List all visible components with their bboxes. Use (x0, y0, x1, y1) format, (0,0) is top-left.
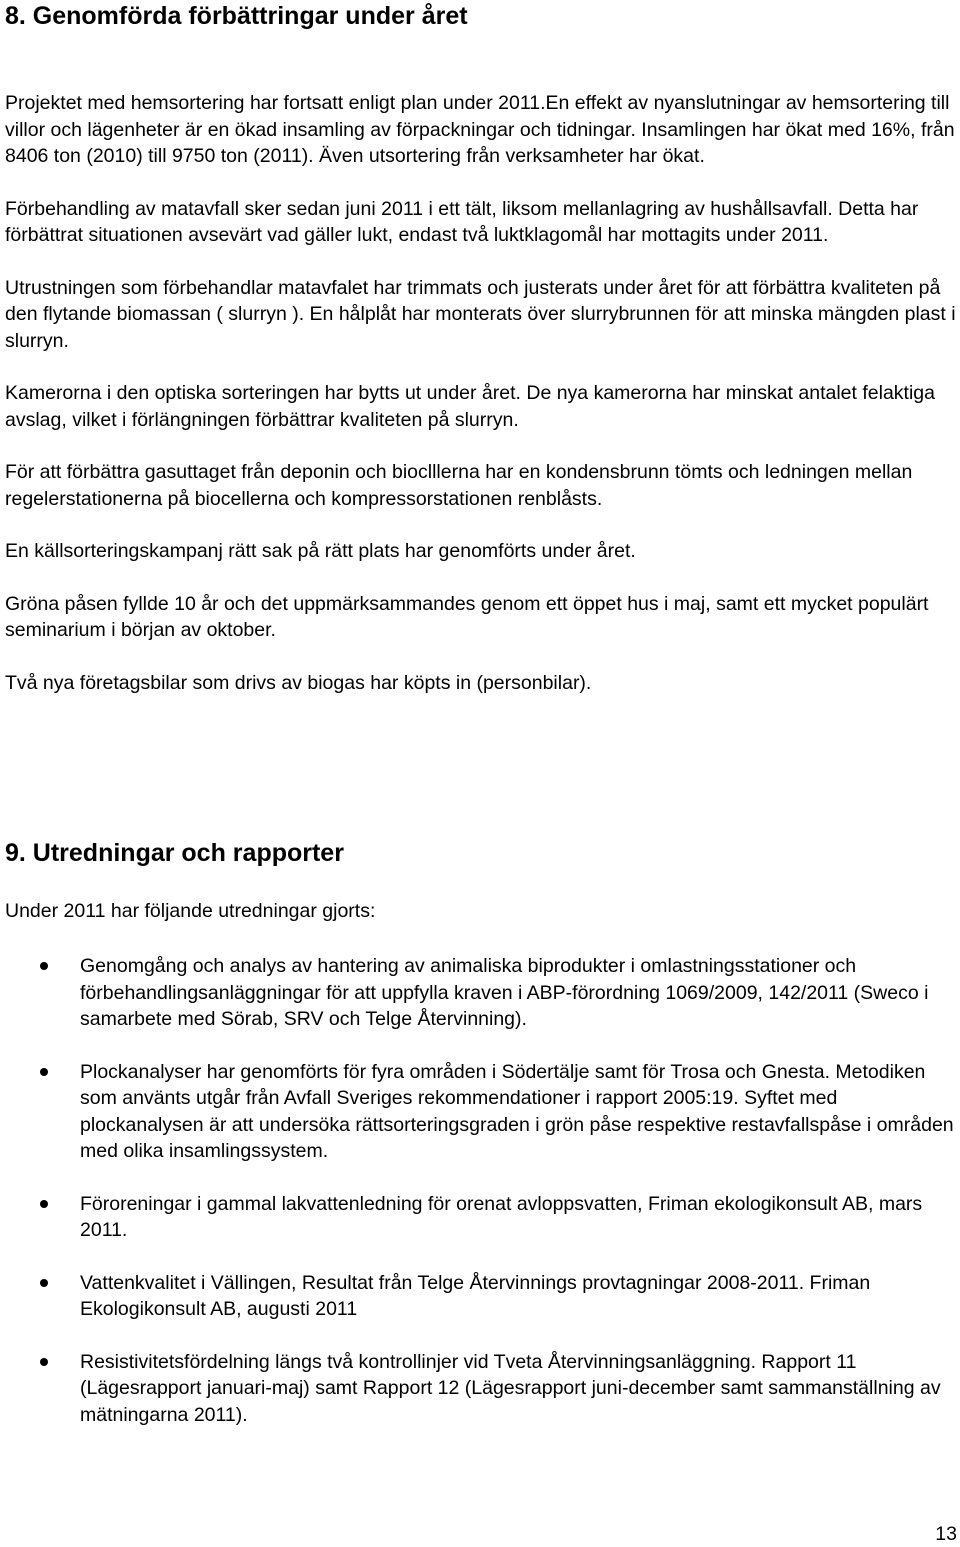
list-item-text: Resistivitetsfördelning längs två kontrollinjer vid Tveta Återvinningsanläggning. Rapport 11 (Lägesrapport januari-maj) samt Rapport 12 (Lägesrapport juni-december samt sammanställning av mätningarna 2011). (80, 1350, 941, 1426)
bullet-icon (40, 1279, 48, 1287)
section-9-intro: Under 2011 har följande utredningar gjorts: (5, 900, 376, 922)
list-item (0, 1191, 960, 1244)
paragraph-foretagsbilar: Två nya företagsbilar som drivs av biogas har köpts in (personbilar). (5, 671, 592, 694)
paragraph-kameror: Kamerorna i den optiska sorteringen har bytts ut under året. De nya kamerorna har minskat antalet felaktiga avslag, vilket i förlängningen förbättrar kvaliteten på slurryn. (5, 382, 935, 431)
list-item-text: Vattenkvalitet i Vällingen, Resultat från Telge Återvinnings provtagningar 2008-2011. Friman Ekologikonsult AB, augusti 2011 (80, 1271, 871, 1320)
paragraph-grona-pasen: Gröna påsen fyllde 10 år och det uppmärksammandes genom ett öppet hus i maj, samt ett mycket populärt seminarium i början av oktober. (5, 592, 929, 641)
list-item-text: Genomgång och analys av hantering av animaliska biprodukter i omlastningsstationer och förbehandlingsanläggningar för att uppfylla kraven i ABP-förordning 1069/2009, 142/2011 (Sweco i samarbete med Sörab, SRV och Telge Återvinning). (80, 955, 929, 1030)
section-8-heading: 8. Genomförda förbättringar under året (5, 2, 468, 30)
list-item (0, 1349, 960, 1429)
page-number: 13 (935, 1523, 957, 1545)
list-item-text: Föroreningar i gammal lakvattenledning för orenat avloppsvatten, Friman ekologikonsult AB, mars 2011. (80, 1192, 923, 1241)
paragraph-hemsortering: Projektet med hemsortering har fortsatt enligt plan under 2011.En effekt av nyanslutningar av hemsortering till villor och lägenheter är en ökad insamling av förpackningar och tidningar. Insamlingen har ökat med 16%, från 8406 ton (2010) till 9750 ton (2011). Även utsortering från verksamheter har ökat. (5, 92, 955, 167)
list-item (0, 1059, 960, 1165)
list-item (0, 953, 960, 1033)
bullet-icon (40, 962, 48, 970)
bullet-icon (40, 1358, 48, 1366)
list-item (0, 1270, 960, 1323)
section-8-body (5, 90, 957, 696)
paragraph-matavfall-talt: Förbehandling av matavfall sker sedan juni 2011 i ett tält, liksom mellanlagring av hushållsavfall. Detta har förbättrat situationen avsevärt vad gäller lukt, endast två luktklagomål har mottagits under 2011. (5, 197, 919, 246)
paragraph-kampanj: En källsorteringskampanj rätt sak på rätt plats har genomförts under året. (5, 540, 636, 562)
bullet-icon (40, 1068, 48, 1076)
paragraph-utrustning: Utrustningen som förbehandlar matavfalet har trimmats och justerats under året för att förbättra kvaliteten på den flytande biomassan ( slurryn ). En hålplåt har monterats över slurrybrunnen för att minska mängden plast i slurryn. (5, 276, 956, 352)
paragraph-gasuttag: För att förbättra gasuttaget från deponin och bioclllerna har en kondensbrunn tömts och ledningen mellan regelerstationerna på biocellerna och kompressorstationen renblåsts. (5, 461, 913, 510)
bullet-icon (40, 1200, 48, 1208)
list-item-text: Plockanalyser har genomförts för fyra områden i Södertälje samt för Trosa och Gnesta. Metodiken som använts utgår från Avfall Sveriges rekommendationer i rapport 2005:19. Syftet med plockanalysen är att undersöka rättsorteringsgraden i grön påse respektive restavfallspåse i områden med olika insamlingssystem. (80, 1060, 954, 1162)
report-list (0, 953, 960, 1428)
section-9-heading: 9. Utredningar och rapporter (5, 839, 344, 867)
